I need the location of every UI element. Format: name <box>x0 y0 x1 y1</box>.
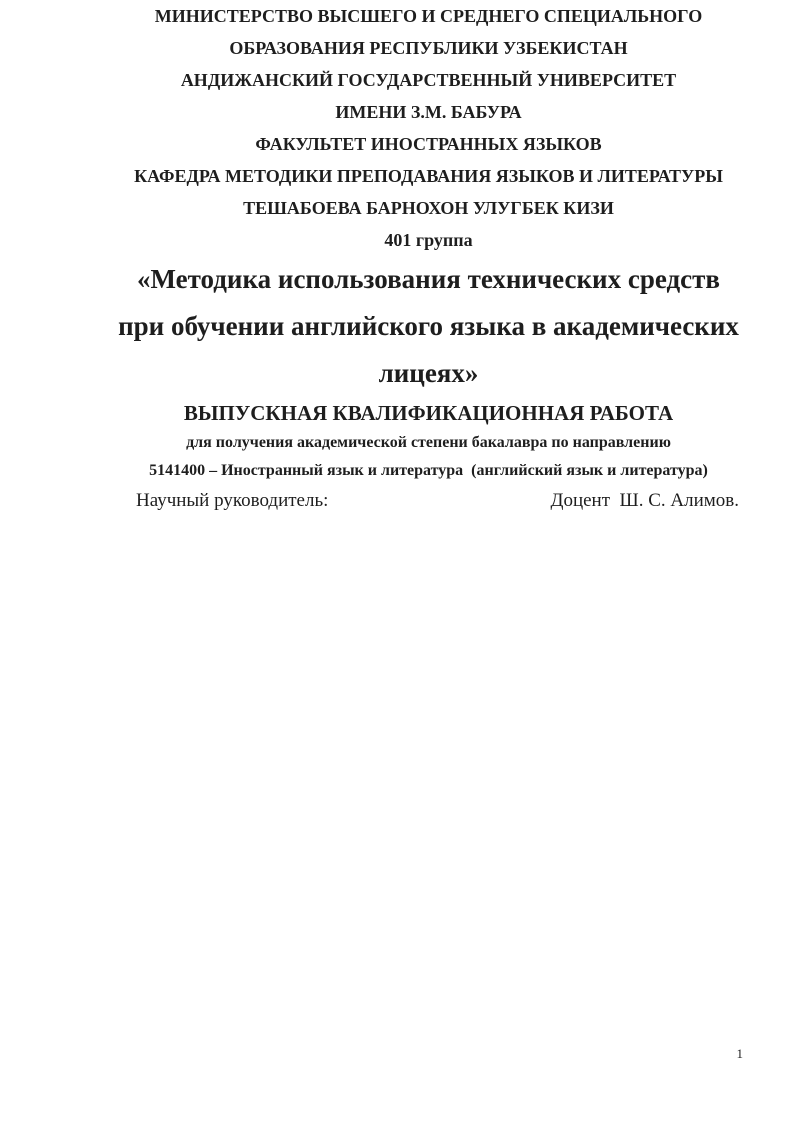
page-number: 1 <box>736 1046 743 1061</box>
page-content <box>114 0 743 517</box>
supervisor-name: Доцент Ш. С. Алимов. <box>550 490 739 511</box>
degree-direction <box>114 429 743 485</box>
thesis-title-line-2: при обучении английского языка в академических <box>118 311 739 341</box>
degree-line-2: 5141400 – Иностранный язык и литература (английский язык и литература) <box>149 462 708 479</box>
work-type-heading: ВЫПУСКНАЯ КВАЛИФИКАЦИОННАЯ РАБОТА <box>183 401 674 425</box>
thesis-title <box>114 256 743 397</box>
supervisor-row <box>114 485 743 517</box>
ministry-name <box>114 0 743 64</box>
supervisor-label: Научный руководитель: <box>136 490 329 511</box>
group-number: 401 группа <box>384 230 473 250</box>
thesis-title-line-3: лицеях» <box>378 358 479 388</box>
department-name: КАФЕДРА МЕТОДИКИ ПРЕПОДАВАНИЯ ЯЗЫКОВ И ЛИТЕРАТУРЫ <box>134 166 723 186</box>
ministry-line-1: МИНИСТЕРСТВО ВЫСШЕГО И СРЕДНЕГО СПЕЦИАЛЬНОГО <box>154 6 703 26</box>
ministry-line-2: ОБРАЗОВАНИЯ РЕСПУБЛИКИ УЗБЕКИСТАН <box>229 38 628 58</box>
author-name: ТЕШАБОЕВА БАРНОХОН УЛУГБЕК КИЗИ <box>243 198 614 218</box>
university-named-after: ИМЕНИ З.М. БАБУРА <box>335 102 522 122</box>
university-name: АНДИЖАНСКИЙ ГОСУДАРСТВЕННЫЙ УНИВЕРСИТЕТ <box>180 70 677 90</box>
faculty-name: ФАКУЛЬТЕТ ИНОСТРАННЫХ ЯЗЫКОВ <box>255 134 602 154</box>
thesis-title-line-1: «Методика использования технических средств <box>137 264 720 294</box>
degree-line-1: для получения академической степени бакалавра по направлению <box>186 434 671 451</box>
